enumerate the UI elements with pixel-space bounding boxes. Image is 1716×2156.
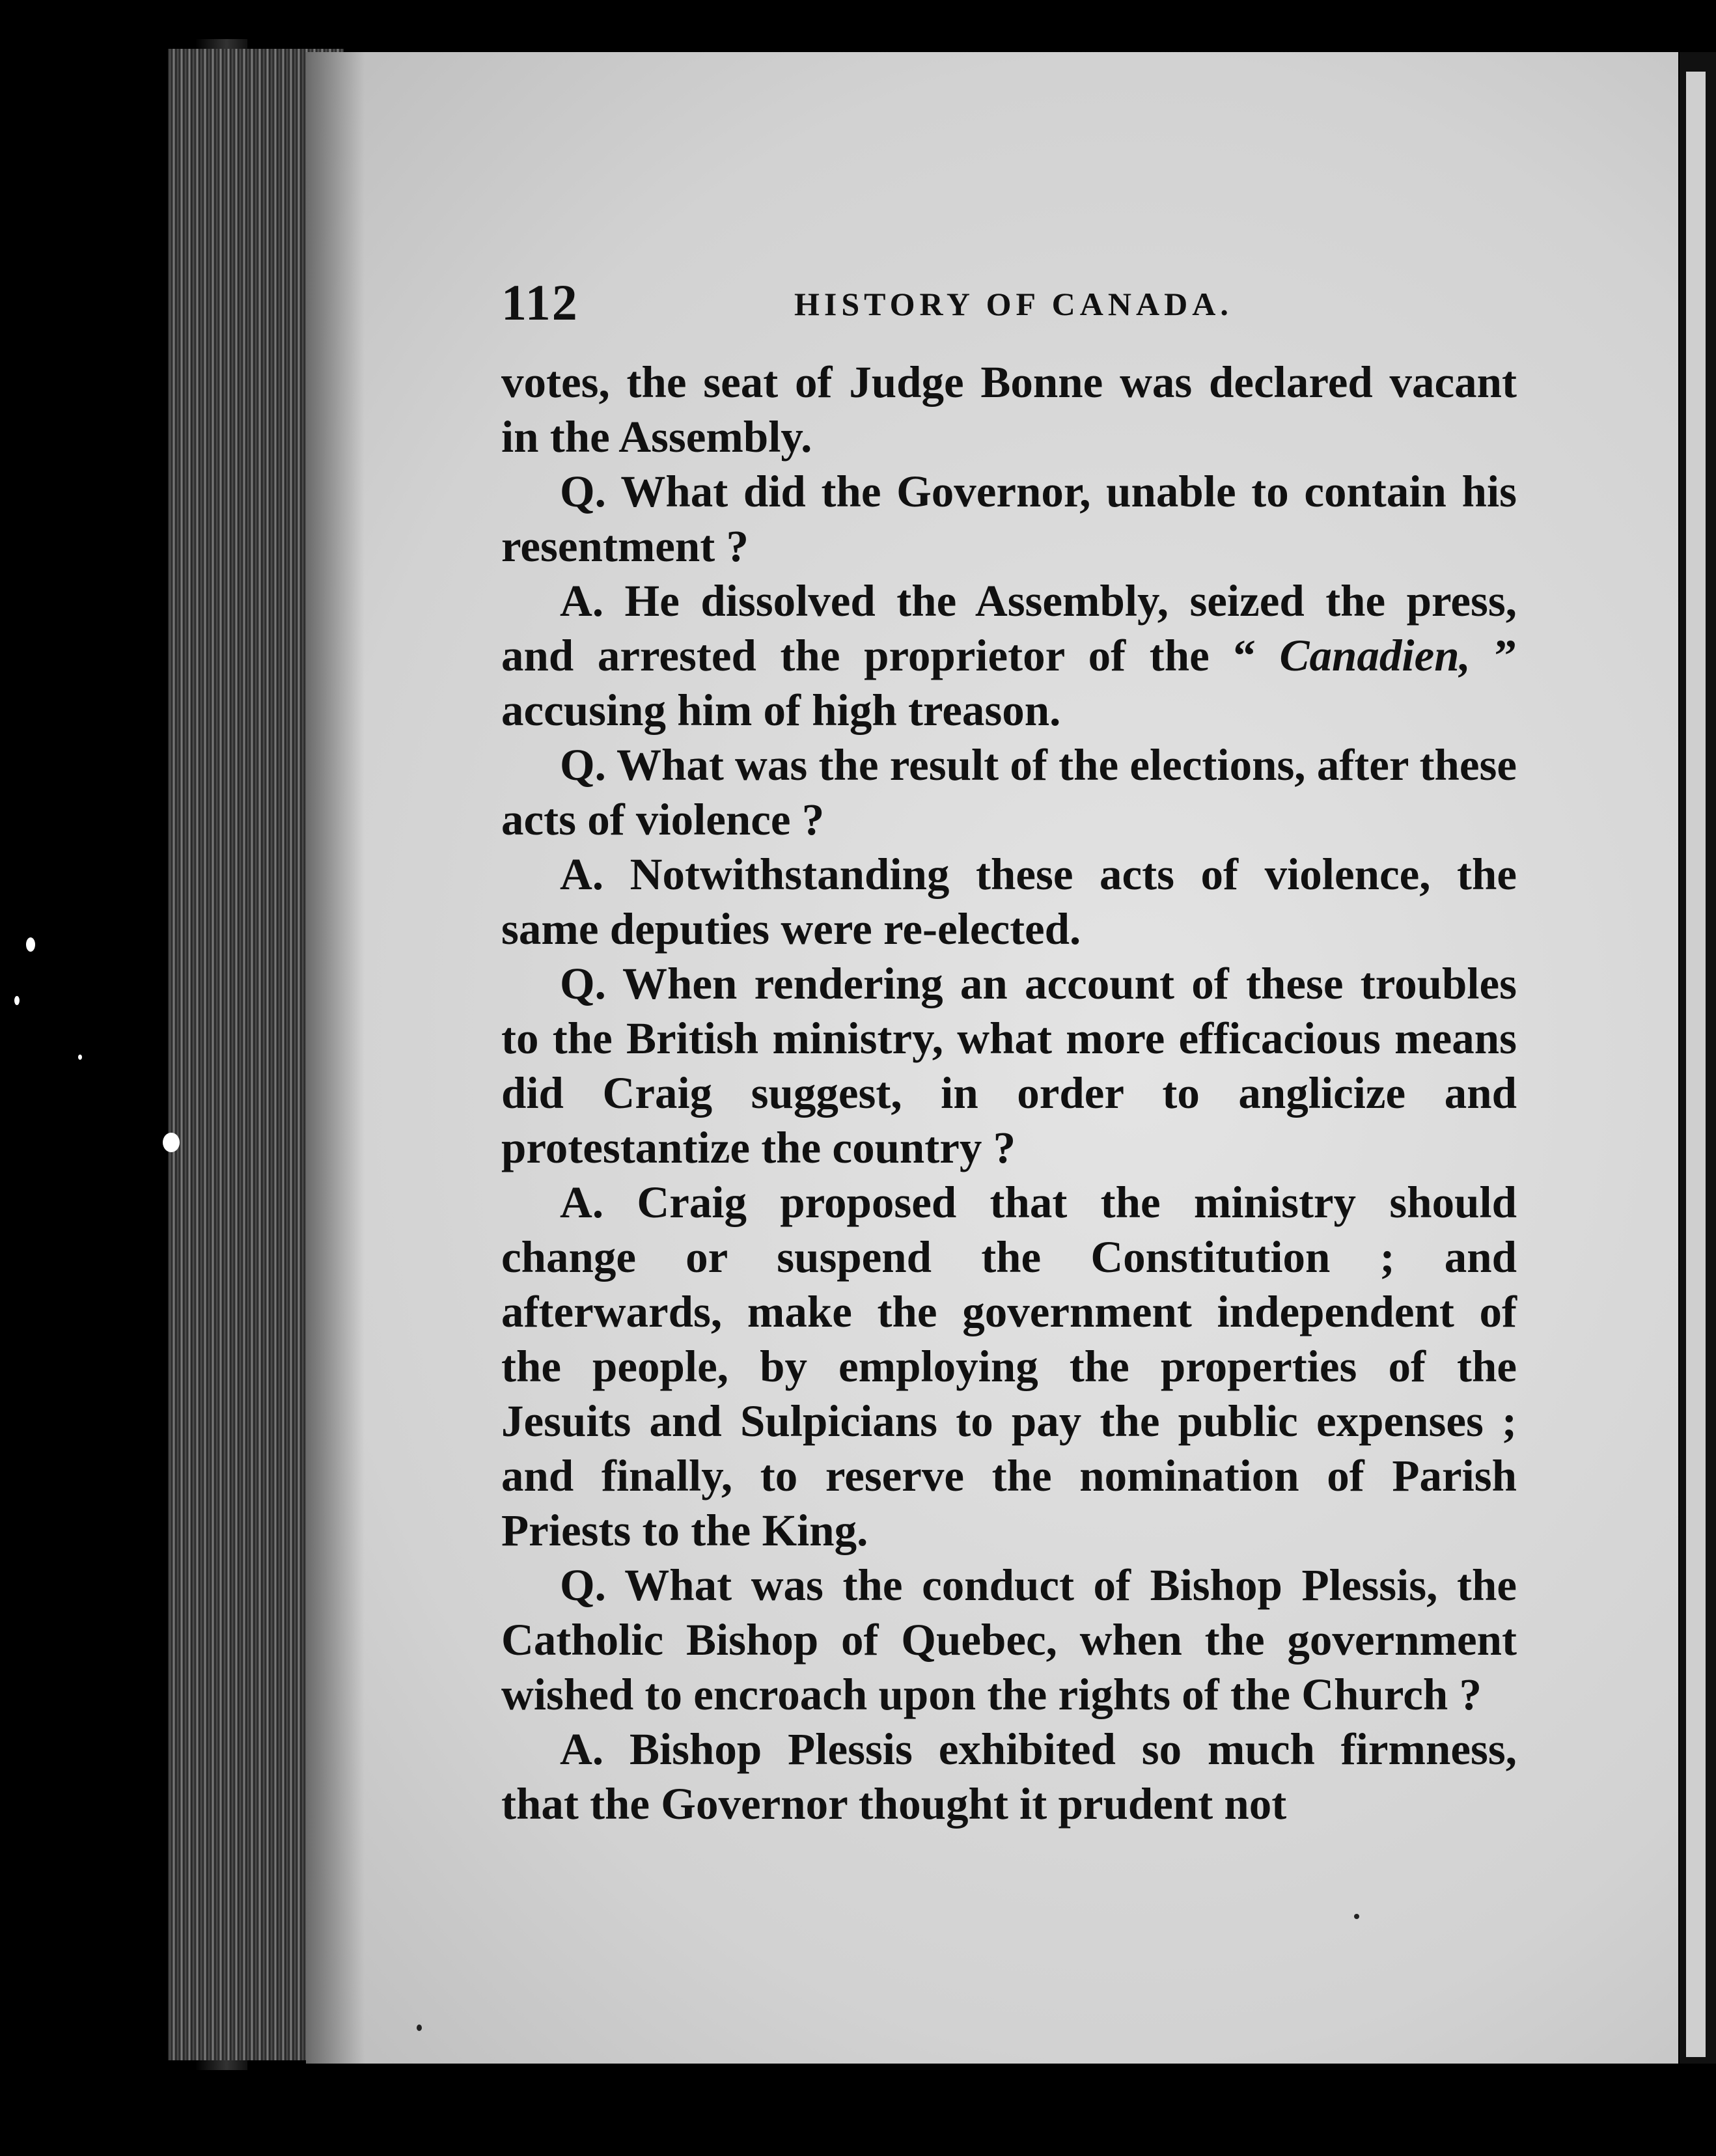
paragraph-continued: votes, the seat of Judge Bonne was declared vacant in the Assembly. [501, 357, 1517, 462]
scan-speck [417, 2025, 422, 2031]
answer-text: ” accusing him of high treason. [501, 631, 1517, 735]
question-paragraph: Q. What was the conduct of Bishop Plessis, the Catholic Bishop of Quebec, when the government wished to encroach upon the rights of the Church ? [501, 1560, 1517, 1719]
answer-paragraph: A. Craig proposed that the ministry should change or suspend the Constitution ; and afterwards, make the government independent of the people, by employing the properties of the Jesuits and Sulpicians to pay the public expenses ; and finally, to reserve the nomination of Parish Priests to the King. [501, 1178, 1517, 1555]
question-paragraph: Q. When rendering an account of these troubles to the British ministry, what more efficacious means did Craig suggest, in order to anglicize and protestantize the country ? [501, 959, 1517, 1172]
scan-speck [14, 996, 20, 1005]
question-paragraph: Q. What did the Governor, unable to contain his resentment ? [501, 467, 1517, 571]
scan-speck [26, 937, 35, 952]
answer-paragraph: A. Bishop Plessis exhibited so much firmness, that the Governor thought it prudent not [501, 1724, 1517, 1829]
question-paragraph: Q. What was the result of the elections, after these acts of violence ? [501, 740, 1517, 844]
page-gutter-shade [306, 52, 365, 2064]
answer-text: A. He dissolved the Assembly, seized the press, and arrested the proprietor of the “ [501, 576, 1517, 680]
answer-paragraph [501, 574, 1517, 738]
answer-paragraph: A. Notwithstanding these acts of violence, the same deputies were re-elected. [501, 850, 1517, 954]
next-page-sliver [1686, 72, 1706, 2057]
newspaper-title: Canadien, [1279, 631, 1471, 680]
running-header [501, 273, 1237, 332]
page-number: 112 [501, 274, 579, 331]
scan-speck [1354, 1914, 1359, 1919]
scan-speck [163, 1133, 180, 1152]
running-head-title: HISTORY OF CANADA. [794, 286, 1233, 322]
body-text [501, 355, 1517, 1831]
scan-speck [78, 1055, 82, 1060]
